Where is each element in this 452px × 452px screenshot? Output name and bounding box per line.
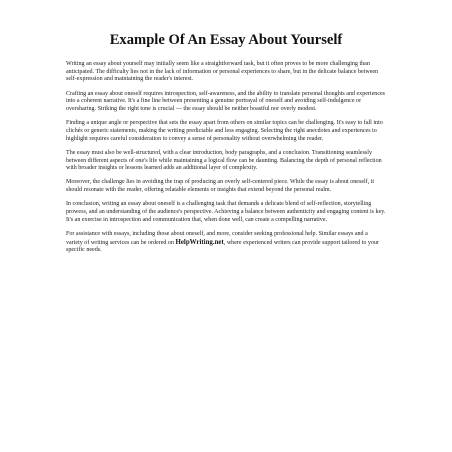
paragraph-unique-angle: Finding a unique angle or perspective that sets the essay apart from others on similar topics can be challenging. It's easy to fall into clichés or generic statements, making the writing predictable and less engaging. Selecting the right anecdotes and experiences to highlight requires careful consideration to convey a sense of personality without overwhelming the reader. [66, 120, 383, 142]
page-title: Example Of An Essay About Yourself [109, 32, 343, 48]
closing-text-after: , where experienced writers can provide support tailored to your specific needs. [66, 239, 379, 254]
paragraph-self-centered: Moreover, the challenge lies in avoiding the trap of producing an overly self-centered piece. While the essay is about oneself, it should resonate with the reader, offering relatable elements or insights that extend beyond the personal realm. [66, 179, 375, 194]
helpwriting-link[interactable]: HelpWriting.net [175, 238, 224, 246]
paragraph-closing [66, 231, 386, 255]
paragraph-structure: The essay must also be well-structured, with a clear introduction, body paragraphs, and a conclusion. Transitioning seamlessly between different aspects of one's life while maintaining a logical flow can be daunting. Balancing the depth of personal reflection with broader insights or lessons learned adds an additional layer of complexity. [66, 149, 382, 172]
paragraph-intro: Writing an essay about yourself may initially seem like a straightforward task, but it often proves to be more challenging than anticipated. The difficulty lies not in the lack of information or personal experiences to share, but in the delicate balance between self-expression and maintaining the reader's interest. [66, 61, 379, 83]
closing-text-before: For assistance with essays, including those about oneself, and more, consider seeking professional help. Similar essays and a variety of writing services can be ordered on [66, 230, 368, 246]
paragraph-introspection: Crafting an essay about oneself requires introspection, self-awareness, and the ability to translate personal thoughts and experiences into a coherent narrative. It's a fine line between presenting a genuine portrayal of oneself and avoiding self-indulgence or oversharing. Striking the right tone is crucial — the essay should be neither boastful nor overly modest. [66, 90, 386, 113]
paragraph-conclusion: In conclusion, writing an essay about oneself is a challenging task that demands a delicate blend of self-reflection, storytelling prowess, and an understanding of the audience's perspective. Achieving a balance between authenticity and engaging content is key. It's an exercise in introspection and communication that, when done well, can create a compelling narrative. [66, 201, 386, 223]
